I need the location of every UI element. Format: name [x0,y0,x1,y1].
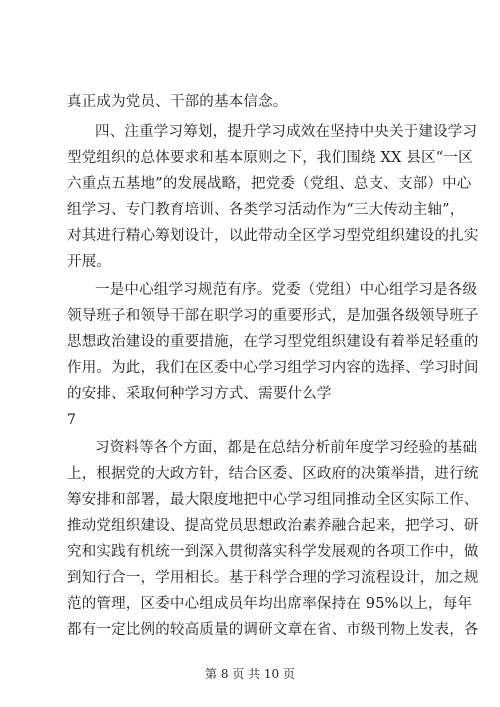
text-line: 都有一定比例的较高质量的调研文章在省、市级刊物上发表，各 [67,622,479,638]
text-line: 推动党组织建设、提高党员思想政治素养融合起来，把学习、研 [67,518,479,534]
text-line: 型党组织的总体要求和基本原则之下，我们围绕 XX 县区“一区 [67,150,473,166]
inline-page-number: 7 [67,412,76,428]
text-line: 六重点五基地”的发展战略，把党委（党组、总支、支部）中心 [67,176,472,192]
text-line: 上，根据党的大政方针，结合区委、区政府的决策举措，进行统 [67,466,479,482]
text-line: 的安排、采取何种学习方式、需要什么学 [67,386,332,402]
page-footer: 第 8 页 共 10 页 [205,667,295,681]
text-line: 真正成为党员、干部的基本信念。 [67,94,288,110]
text-line: 到知行合一，学用相长。基于科学合理的学习流程设计，加之规 [67,570,479,586]
text-line: 一是中心组学习规范有序。党委（党组）中心组学习是各级 [95,282,478,298]
text-line: 领导班子和领导干部在职学习的重要形式，是加强各级领导班子 [67,308,479,324]
text-line: 习资料等各个方面，都是在总结分析前年度学习经验的基础 [95,440,478,456]
text-line: 对其进行精心筹划设计，以此带动全区学习型党组织建设的扎实 [67,228,479,244]
text-line: 思想政治建设的重要措施，在学习型党组织建设有着举足轻重的 [67,334,479,350]
text-line: 作用。为此，我们在区委中心学习组学习内容的选择、学习时间 [67,360,479,376]
text-line: 四、注重学习筹划，提升学习成效在坚持中央关于建设学习 [95,124,478,140]
text-line: 范的管理，区委中心组成员年均出席率保持在 95%以上，每年 [67,596,473,612]
text-line: 究和实践有机统一到深入贯彻落实科学发展观的各项工作中，做 [67,544,479,560]
text-line: 组学习、专门教育培训、各类学习活动作为“三大传动主轴”， [67,202,465,218]
text-line: 开展。 [67,254,112,270]
text-line: 筹安排和部署，最大限度地把中心学习组同推动全区实际工作、 [67,492,479,508]
